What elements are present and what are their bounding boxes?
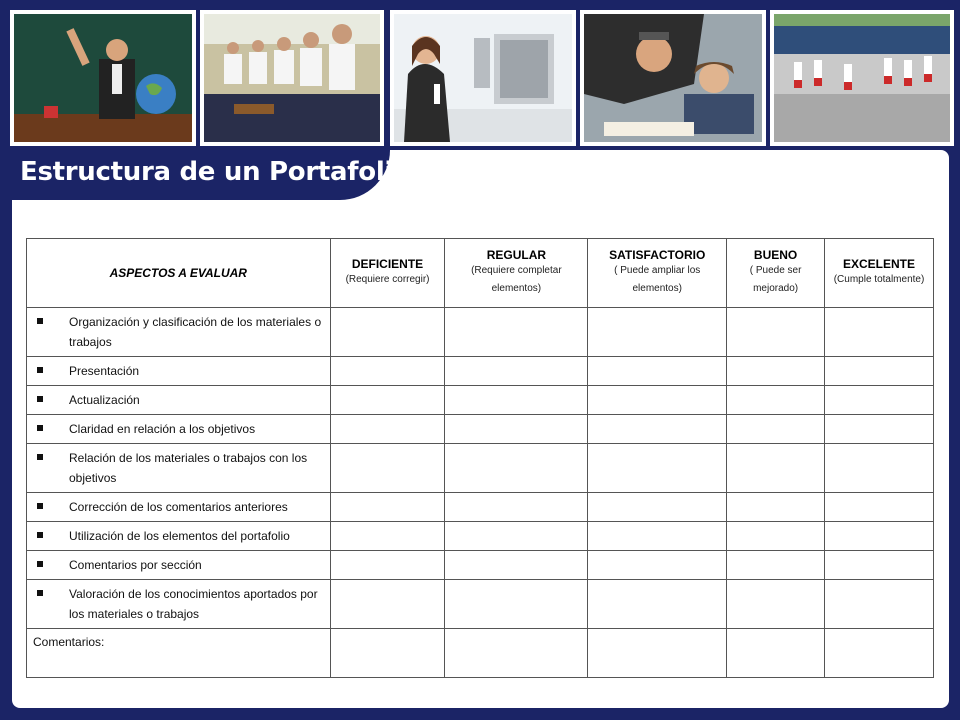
rating-cell[interactable] <box>727 444 825 493</box>
comments-cell[interactable] <box>445 629 588 678</box>
aspects-header: ASPECTOS A EVALUAR <box>27 239 331 308</box>
rating-cell[interactable] <box>727 357 825 386</box>
rating-cell[interactable] <box>445 444 588 493</box>
table-row <box>27 493 934 522</box>
rating-cell[interactable] <box>588 551 727 580</box>
rating-cell[interactable] <box>825 522 934 551</box>
level-header-deficiente: DEFICIENTE (Requiere corregir) <box>330 239 445 308</box>
rating-cell[interactable] <box>727 308 825 357</box>
bullet-icon <box>37 367 43 373</box>
rating-cell[interactable] <box>330 522 445 551</box>
bullet-icon <box>37 454 43 460</box>
rating-cell[interactable] <box>727 580 825 629</box>
bullet-icon <box>37 503 43 509</box>
bullet-icon <box>37 590 43 596</box>
rating-cell[interactable] <box>727 551 825 580</box>
rating-cell[interactable] <box>588 357 727 386</box>
level-header-regular: REGULAR (Requiere completar elementos) <box>445 239 588 308</box>
rating-cell[interactable] <box>727 493 825 522</box>
rating-cell[interactable] <box>727 415 825 444</box>
rating-cell[interactable] <box>330 493 445 522</box>
aspect-label: Relación de los materiales o trabajos con los objetivos <box>69 451 308 485</box>
aspect-label: Actualización <box>69 393 140 407</box>
rating-cell[interactable] <box>330 444 445 493</box>
bullet-icon <box>37 396 43 402</box>
rating-cell[interactable] <box>825 493 934 522</box>
rating-cell[interactable] <box>825 386 934 415</box>
rating-cell[interactable] <box>825 308 934 357</box>
comments-cell[interactable] <box>330 629 445 678</box>
rating-cell[interactable] <box>330 386 445 415</box>
table-row <box>27 357 934 386</box>
level-header-bueno: BUENO ( Puede ser mejorado) <box>727 239 825 308</box>
table-row <box>27 444 934 493</box>
rating-cell[interactable] <box>727 386 825 415</box>
rating-cell[interactable] <box>445 308 588 357</box>
motto-text: “ La alegría de enseñar se refleja en nuestra disposición para aprender” <box>535 156 946 170</box>
rating-cell[interactable] <box>330 551 445 580</box>
aspect-label: Corrección de los comentarios anteriores <box>69 500 288 514</box>
rubric-header-row <box>27 239 934 308</box>
comments-cell[interactable] <box>727 629 825 678</box>
bullet-icon <box>37 532 43 538</box>
bullet-icon <box>37 425 43 431</box>
rating-cell[interactable] <box>445 415 588 444</box>
comments-label: Comentarios: <box>27 629 331 678</box>
rating-cell[interactable] <box>445 386 588 415</box>
rating-cell[interactable] <box>330 415 445 444</box>
table-row <box>27 308 934 357</box>
table-row <box>27 522 934 551</box>
aspect-label: Comentarios por sección <box>69 558 202 572</box>
photo-teacher-at-chalkboard <box>10 10 196 146</box>
comments-row <box>27 629 934 678</box>
evaluation-rubric-table <box>26 238 934 678</box>
photo-teacher-helping-student <box>580 10 766 146</box>
aspect-label: Valoración de los conocimientos aportados por los materiales o trabajos <box>69 587 318 621</box>
rating-cell[interactable] <box>825 444 934 493</box>
rating-cell[interactable] <box>588 308 727 357</box>
rating-cell[interactable] <box>445 580 588 629</box>
photo-computer-lab <box>390 10 576 146</box>
table-row <box>27 551 934 580</box>
rating-cell[interactable] <box>588 415 727 444</box>
level-header-excelente: EXCELENTE (Cumple totalmente) <box>825 239 934 308</box>
rating-cell[interactable] <box>727 522 825 551</box>
bullet-icon <box>37 561 43 567</box>
table-row <box>27 415 934 444</box>
rating-cell[interactable] <box>825 357 934 386</box>
comments-cell[interactable] <box>588 629 727 678</box>
rating-cell[interactable] <box>445 357 588 386</box>
rating-cell[interactable] <box>588 444 727 493</box>
aspect-label: Utilización de los elementos del portafolio <box>69 529 290 543</box>
page-title: Estructura de un Portafolio <box>20 157 411 187</box>
aspect-label: Presentación <box>69 364 140 378</box>
rating-cell[interactable] <box>825 580 934 629</box>
rating-cell[interactable] <box>330 308 445 357</box>
comments-cell[interactable] <box>825 629 934 678</box>
rating-cell[interactable] <box>445 522 588 551</box>
rating-cell[interactable] <box>445 493 588 522</box>
rating-cell[interactable] <box>825 415 934 444</box>
table-row <box>27 580 934 629</box>
rating-cell[interactable] <box>445 551 588 580</box>
rating-cell[interactable] <box>588 522 727 551</box>
photo-students-exercising <box>770 10 954 146</box>
rating-cell[interactable] <box>825 551 934 580</box>
level-header-satisfactorio: SATISFACTORIO ( Puede ampliar los elementos) <box>588 239 727 308</box>
aspect-label: Claridad en relación a los objetivos <box>69 422 256 436</box>
table-row <box>27 386 934 415</box>
bullet-icon <box>37 318 43 324</box>
rating-cell[interactable] <box>588 580 727 629</box>
rating-cell[interactable] <box>588 386 727 415</box>
rating-cell[interactable] <box>330 357 445 386</box>
rating-cell[interactable] <box>588 493 727 522</box>
rating-cell[interactable] <box>330 580 445 629</box>
aspect-label: Organización y clasificación de los materiales o trabajos <box>69 315 322 349</box>
photo-students-in-classroom <box>200 10 384 146</box>
